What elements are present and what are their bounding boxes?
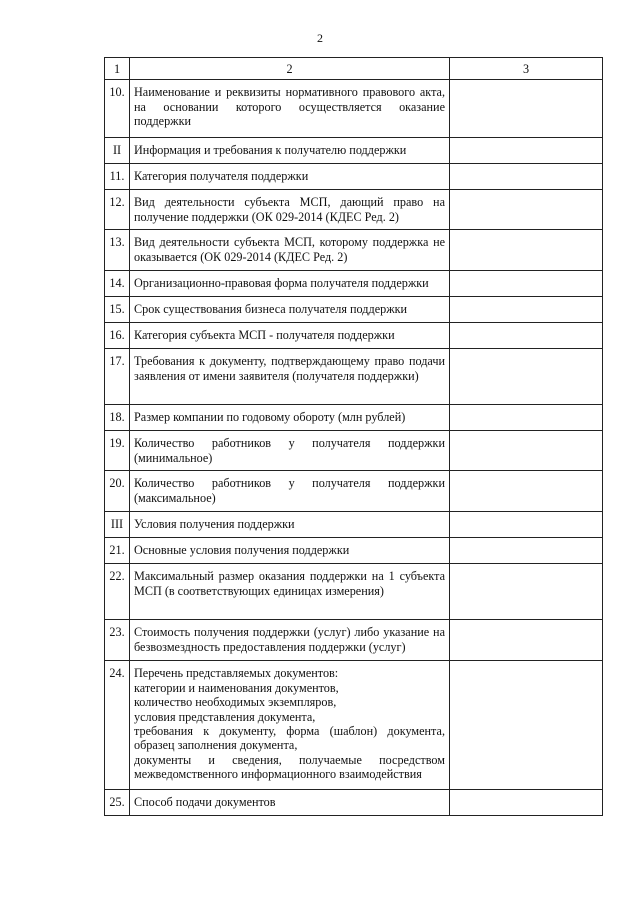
row-value bbox=[450, 512, 603, 538]
row-value bbox=[450, 138, 603, 164]
table-row bbox=[105, 349, 603, 405]
table-row bbox=[105, 297, 603, 323]
table-row bbox=[105, 564, 603, 620]
table-row bbox=[105, 323, 603, 349]
row-value bbox=[450, 80, 603, 138]
row-number: 11. bbox=[105, 164, 130, 190]
section-row bbox=[105, 512, 603, 538]
row-description: Вид деятельности субъекта МСП, которому поддержка не оказывается (ОК 029-2014 (КДЕС Ред. 2) bbox=[130, 230, 450, 271]
table-row bbox=[105, 405, 603, 431]
document-list-line: документы и сведения, получаемые посредством межведомственного информационного взаимодействия bbox=[134, 752, 445, 782]
row-description: Стоимость получения поддержки (услуг) либо указание на безвозмездность предоставления поддержки (услуг) bbox=[130, 620, 450, 661]
row-value bbox=[450, 661, 603, 790]
row-description: Срок существования бизнеса получателя поддержки bbox=[130, 297, 450, 323]
table-row bbox=[105, 271, 603, 297]
row-value bbox=[450, 349, 603, 405]
row-description: Количество работников у получателя поддержки (максимальное) bbox=[130, 471, 450, 512]
row-number: 22. bbox=[105, 564, 130, 620]
requirements-table bbox=[104, 57, 603, 816]
row-number: 13. bbox=[105, 230, 130, 271]
table-row bbox=[105, 471, 603, 512]
row-number: 12. bbox=[105, 190, 130, 230]
row-value bbox=[450, 323, 603, 349]
row-number: 21. bbox=[105, 538, 130, 564]
row-value bbox=[450, 190, 603, 230]
section-title: Информация и требования к получателю поддержки bbox=[130, 138, 450, 164]
document-list-line: требования к документу, форма (шаблон) документа, образец заполнения документа, bbox=[134, 724, 445, 753]
row-description: Основные условия получения поддержки bbox=[130, 538, 450, 564]
table-row bbox=[105, 164, 603, 190]
table-row bbox=[105, 431, 603, 471]
row-description: Вид деятельности субъекта МСП, дающий право на получение поддержки (ОК 029-2014 (КДЕС Ред. 2) bbox=[130, 190, 450, 230]
row-value bbox=[450, 297, 603, 323]
row-value bbox=[450, 790, 603, 816]
table-header-row bbox=[105, 58, 603, 80]
row-description: Организационно-правовая форма получателя поддержки bbox=[130, 271, 450, 297]
row-value bbox=[450, 271, 603, 297]
row-description: Наименование и реквизиты нормативного правового акта, на основании которого осуществляется оказание поддержки bbox=[130, 80, 450, 138]
document-list-line: Перечень представляемых документов: bbox=[134, 666, 339, 681]
page-number: 2 bbox=[317, 31, 323, 45]
row-number: 14. bbox=[105, 271, 130, 297]
table-row bbox=[105, 190, 603, 230]
row-number: 18. bbox=[105, 405, 130, 431]
row-value bbox=[450, 538, 603, 564]
row-number: 25. bbox=[105, 790, 130, 816]
row-number: 20. bbox=[105, 471, 130, 512]
document-list-line: условия представления документа, bbox=[134, 709, 316, 724]
row-description bbox=[130, 661, 450, 790]
row-value bbox=[450, 431, 603, 471]
header-cell-1: 1 bbox=[105, 58, 130, 80]
row-number: 15. bbox=[105, 297, 130, 323]
row-description: Количество работников у получателя поддержки (минимальное) bbox=[130, 431, 450, 471]
row-number: 16. bbox=[105, 323, 130, 349]
section-title: Условия получения поддержки bbox=[130, 512, 450, 538]
row-value bbox=[450, 230, 603, 271]
table-row bbox=[105, 80, 603, 138]
header-cell-2: 2 bbox=[130, 58, 450, 80]
row-description: Способ подачи документов bbox=[130, 790, 450, 816]
row-description: Максимальный размер оказания поддержки на 1 субъекта МСП (в соответствующих единицах измерения) bbox=[130, 564, 450, 620]
table-row bbox=[105, 620, 603, 661]
row-description: Размер компании по годовому обороту (млн рублей) bbox=[130, 405, 450, 431]
row-number: 19. bbox=[105, 431, 130, 471]
row-number: 10. bbox=[105, 80, 130, 138]
row-value bbox=[450, 564, 603, 620]
table-row bbox=[105, 230, 603, 271]
section-number: III bbox=[105, 512, 130, 538]
row-value bbox=[450, 164, 603, 190]
header-cell-3: 3 bbox=[450, 58, 603, 80]
table-row bbox=[105, 661, 603, 790]
row-number: 17. bbox=[105, 349, 130, 405]
table-row bbox=[105, 790, 603, 816]
section-number: II bbox=[105, 138, 130, 164]
row-value bbox=[450, 620, 603, 661]
row-value bbox=[450, 405, 603, 431]
row-value bbox=[450, 471, 603, 512]
table-row bbox=[105, 538, 603, 564]
document-list-line: количество необходимых экземпляров, bbox=[134, 695, 337, 710]
row-number: 23. bbox=[105, 620, 130, 661]
row-description: Категория субъекта МСП - получателя поддержки bbox=[130, 323, 450, 349]
section-row bbox=[105, 138, 603, 164]
row-description: Категория получателя поддержки bbox=[130, 164, 450, 190]
row-description: Требования к документу, подтверждающему право подачи заявления от имени заявителя (получателя поддержки) bbox=[130, 349, 450, 405]
row-number: 24. bbox=[105, 661, 130, 790]
document-list-line: категории и наименования документов, bbox=[134, 680, 339, 695]
